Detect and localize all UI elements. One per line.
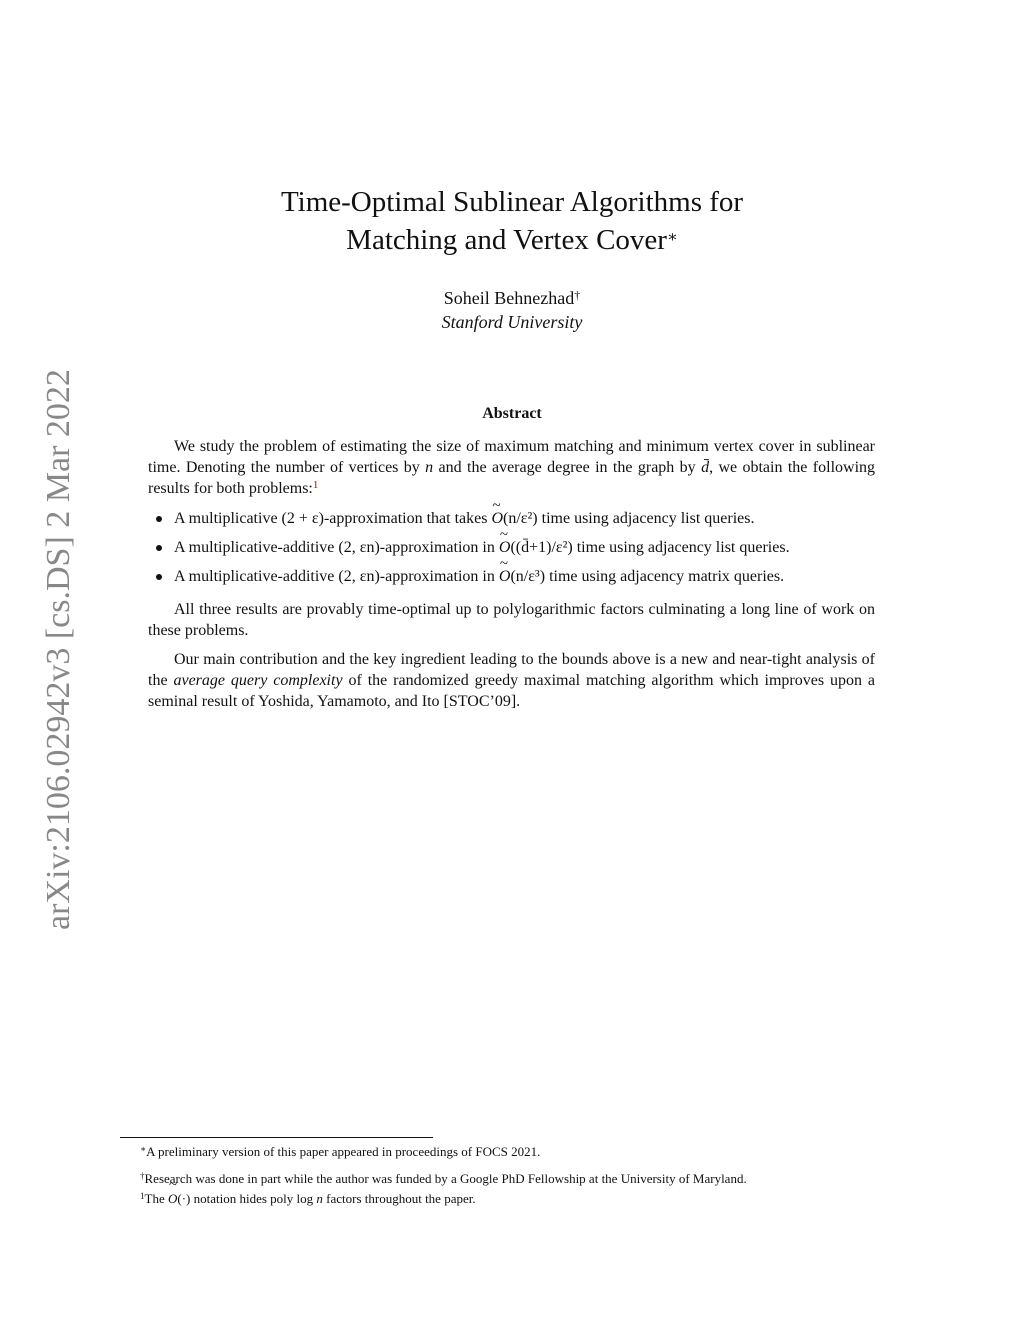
result-item (148, 537, 875, 566)
arxiv-sidebar-stamp: arXiv:2106.02942v3 [cs.DS] 2 Mar 2022 (40, 369, 77, 930)
footnote-1 (140, 1143, 540, 1160)
title-line-2 (0, 221, 1024, 259)
footnote-2-text: Research was done in part while the author was funded by a Google PhD Fellowship at the University of Maryland. (144, 1171, 747, 1186)
abstract-paragraph-2 (148, 599, 875, 641)
author-name: Soheil Behnezhad (443, 288, 575, 308)
title-line-2-text: Matching and Vertex Cover (346, 224, 667, 256)
result-3-pre: A multiplicative-additive (2, εn)-approximation in (174, 568, 499, 585)
result-3-post: time using adjacency matrix queries. (545, 568, 785, 585)
paper-title (0, 183, 1024, 259)
author-affiliation: Stanford University (441, 312, 583, 332)
title-line-1: Time-Optimal Sublinear Algorithms for (280, 186, 744, 218)
footnote-1-mark: ∗ (140, 1144, 147, 1154)
result-1-pre: A multiplicative (2 + ε)-approximation that takes (174, 510, 492, 527)
abstract-heading: Abstract (482, 405, 542, 422)
footnote-3 (140, 1190, 476, 1207)
abstract-p3-b: of the randomized greedy maximal matching algorithm which improves upon a seminal result of Yoshida, Yamamoto, and Ito [STOC’09]. (148, 672, 876, 710)
abstract-p2-text: All three results are provably time-optimal up to polylogarithmic factors culminating a long line of work on these problems. (148, 601, 875, 639)
result-item (148, 508, 875, 537)
result-1-o-tilde: ~ O (491, 508, 503, 530)
footnote-3-b: notation hides poly log (190, 1191, 317, 1206)
abstract-p3-emphasis: average query complexity (173, 672, 343, 689)
result-1-post: time using adjacency list queries. (537, 510, 755, 527)
abstract-p1-b: and the average degree in the graph by (433, 459, 702, 476)
result-2-arg: ((d̄+1)/ε²) (510, 539, 573, 556)
footnote-1-text: A preliminary version of this paper appeared in proceedings of FOCS 2021. (146, 1144, 541, 1159)
result-2-post: time using adjacency list queries. (572, 539, 790, 556)
abstract-paragraph-1 (148, 436, 875, 499)
author-footnote-mark: † (574, 288, 581, 302)
author-block (0, 286, 1024, 334)
abstract-p1-a: We study the problem of estimating the size of maximum matching and minimum vertex cover in sublinear time. Denoting the number of vertices by (148, 438, 875, 476)
bullet-icon (156, 545, 162, 551)
abstract-p1-c: , we obtain the following results for both problems: (148, 459, 876, 497)
footnote-3-arg: (·) (177, 1191, 191, 1206)
footnote-ref-1[interactable]: 1 (312, 479, 319, 491)
result-2-pre: A multiplicative-additive (2, εn)-approximation in (174, 539, 499, 556)
abstract-p1-d: d̄ (701, 459, 710, 476)
result-3-o-tilde: ~ O (499, 566, 511, 588)
abstract-paragraph-3 (148, 649, 875, 712)
bullet-icon (156, 516, 162, 522)
result-1-arg: (n/ε²) (503, 510, 538, 527)
footnote-2 (140, 1170, 747, 1187)
result-item (148, 566, 875, 595)
footnote-3-n: n (316, 1191, 323, 1206)
author-name-line (0, 286, 1024, 310)
title-footnote-mark: ∗ (666, 229, 678, 246)
footnote-3-c: factors throughout the paper. (322, 1191, 476, 1206)
footnote-3-a: The (144, 1191, 168, 1206)
result-3-arg: (n/ε³) (510, 568, 546, 585)
abstract-p3-a: Our main contribution and the key ingredient leading to the bounds above is a new and near-tight analysis of the (148, 651, 875, 689)
footnote-3-o-tilde: ~ O (168, 1190, 177, 1207)
footnote-2-mark: † (140, 1171, 145, 1181)
result-2-o-tilde: ~ O (499, 537, 511, 559)
abstract-p1-n: n (425, 459, 434, 476)
results-list (148, 508, 875, 595)
footnote-3-mark: 1 (140, 1191, 145, 1201)
bullet-icon (156, 574, 162, 580)
footnote-divider (120, 1137, 433, 1138)
